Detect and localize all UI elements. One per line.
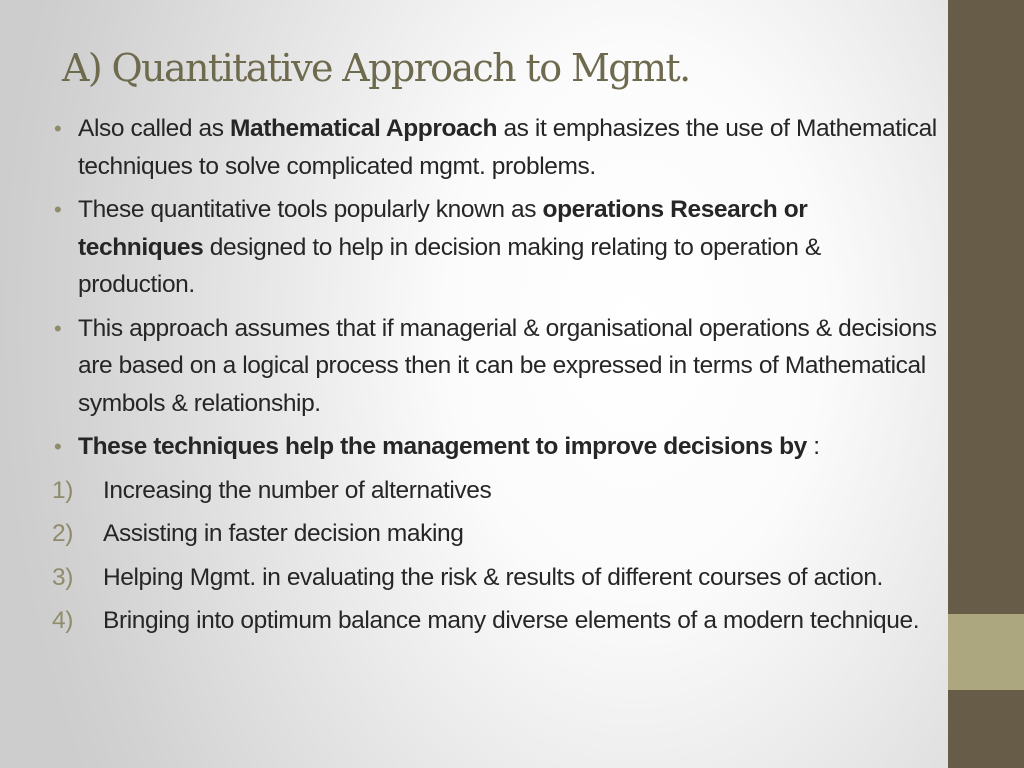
bullet-text: : — [806, 433, 820, 460]
bullet-item — [52, 110, 937, 185]
sidebar-accent-block — [948, 614, 1024, 690]
item-text: Helping Mgmt. in evaluating the risk & results of different courses of action. — [103, 563, 883, 591]
bullet-item — [52, 428, 937, 466]
numbered-item — [52, 559, 937, 597]
bullet-marker: • — [54, 434, 62, 459]
item-text: Assisting in faster decision making — [103, 520, 464, 547]
slide-body — [52, 110, 937, 646]
numbered-item — [52, 515, 937, 553]
numbered-item — [52, 602, 937, 640]
item-text: Increasing the number of alternatives — [103, 476, 492, 504]
item-number: 3) — [52, 563, 73, 591]
bullet-marker: • — [54, 197, 62, 222]
bullet-text: as it emphasizes the use of Mathematical techniques to solve complicated mgmt. problems. — [78, 115, 937, 180]
numbered-item — [52, 472, 937, 510]
bullet-item — [52, 191, 937, 304]
bullet-marker: • — [54, 315, 62, 341]
bullet-text: designed to help in decision making relating to operation & production. — [78, 233, 821, 298]
item-text: Bringing into optimum balance many diverse elements of a modern technique. — [103, 607, 920, 634]
bullet-text-bold: operations Research or techniques — [78, 196, 808, 261]
item-number: 1) — [52, 476, 73, 504]
bullet-text: These quantitative tools popularly known as — [78, 196, 543, 223]
bullet-text: Also called as — [78, 115, 230, 142]
slide-title: A) Quantitative Approach to Mgmt. — [62, 46, 690, 90]
bullet-text-bold: Mathematical Approach — [229, 115, 498, 142]
bullet-text: This approach assumes that if managerial & organisational operations & decisions are based on a logical process then it can be expressed in terms of Mathematical symbols & relationship. — [78, 314, 937, 417]
bullet-text-bold: These techniques help the management to improve decisions by — [78, 433, 807, 460]
bullet-marker: • — [54, 116, 62, 141]
bullet-item — [52, 310, 937, 423]
item-number: 4) — [52, 607, 73, 634]
item-number: 2) — [52, 520, 73, 547]
